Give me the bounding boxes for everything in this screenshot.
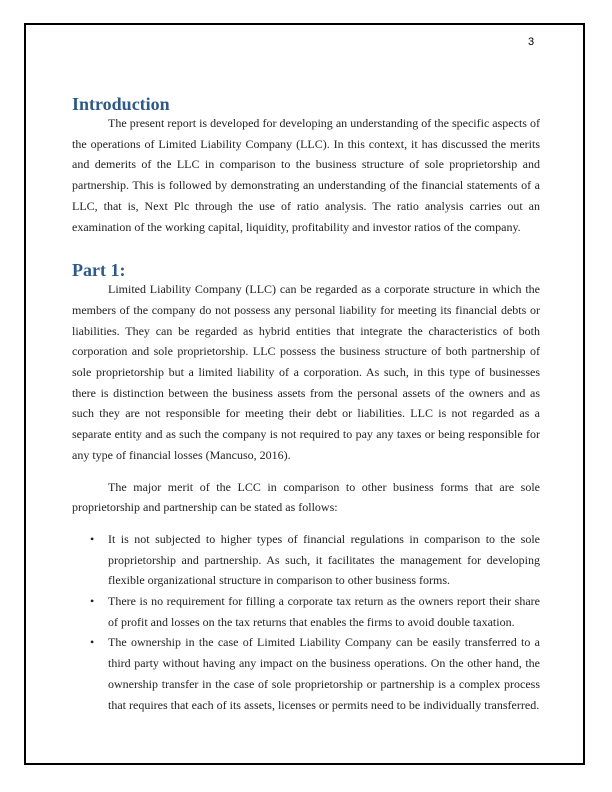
part1-paragraph-llc: Limited Liability Company (LLC) can be regarded as a corporate structure in which the members of the company do not possess any personal liability for meeting its financial debts or liabilities. They can be regarded as hybrid entities that integrate the characteristics of both corporation and sole proprietorship. LLC possess the business structure of both partnership of sole proprietorship but a limited liability of a corporation. As such, in this type of businesses there is distinction between the business assets from the personal assets of the owners and as such they are not responsible for meeting their debt or liabilities. LLC is not regarded as a separate entity and as such the company is not required to pay any taxes or being responsible for any type of financial losses (Mancuso, 2016). <box>72 282 540 462</box>
bullet-icon: • <box>90 594 95 609</box>
list-item-text: It is not subjected to higher types of financial regulations in comparison to the sole proprietorship and partnership. As such, it facilitates the management for developing flexible organizational structure in comparison to other business forms. <box>108 531 540 588</box>
list-item-text: The ownership in the case of Limited Liability Company can be easily transferred to a third party without having any impact on the business operations. On the other hand, the ownership transfer in the case of sole proprietorship or partnership is a complex process that requires that each of its assets, licenses or permits need to be individually transferred. <box>108 635 540 712</box>
part1-paragraph-merits: The major merit of the LCC in comparison to other business forms that are sole proprietorship and partnership can be stated as follows: <box>72 479 540 515</box>
introduction-heading: Introduction <box>72 94 170 114</box>
bullet-icon: • <box>90 531 95 546</box>
document-body <box>72 95 540 715</box>
introduction-paragraph: The present report is developed for developing an understanding of the specific aspects of the operations of Limited Liability Company (LLC). In this context, it has discussed the merits and demerits of the LLC in comparison to the business structure of sole proprietorship and partnership. This is followed by demonstrating an understanding of the financial statements of a LLC, that is, Next Plc through the use of ratio analysis. The ratio analysis carries out an examination of the working capital, liquidity, profitability and investor ratios of the company. <box>72 116 540 234</box>
bullet-icon: • <box>90 635 95 650</box>
merits-list <box>72 529 540 715</box>
page-number: 3 <box>528 36 535 48</box>
list-item <box>72 591 540 632</box>
part1-heading: Part 1: <box>72 260 126 281</box>
list-item <box>72 632 540 715</box>
list-item <box>72 529 540 591</box>
list-item-text: There is no requirement for filling a corporate tax return as the owners report their share of profit and losses on the tax returns that enables the firms to avoid double taxation. <box>108 594 540 629</box>
